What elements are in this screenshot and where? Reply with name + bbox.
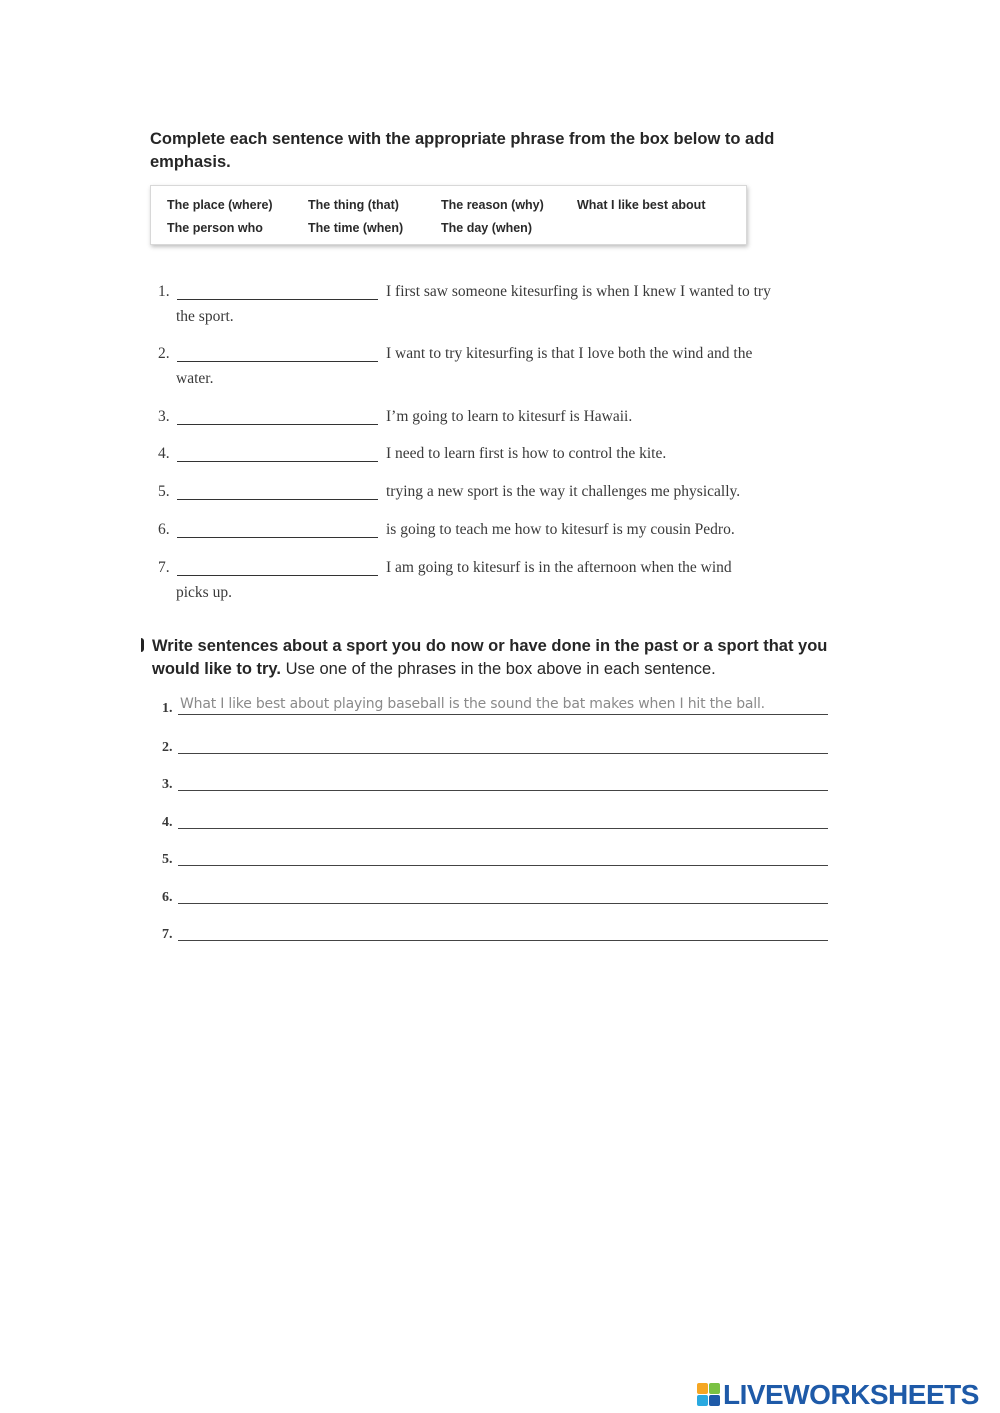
underline (178, 790, 828, 791)
liveworksheets-logo[interactable] (697, 1380, 979, 1410)
sentence-text: is going to teach me how to kitesurf is my cousin Pedro. (386, 521, 735, 538)
item-number: 5. (162, 852, 173, 867)
phrase-option: The person who (167, 221, 263, 235)
item-number: 2. (162, 740, 173, 755)
sentence-text: I’m going to learn to kitesurf is Hawaii. (386, 408, 633, 425)
writing-line[interactable] (160, 767, 830, 791)
item-number: 6. (158, 521, 170, 538)
sentence-text: trying a new sport is the way it challenges me physically. (386, 483, 741, 500)
sentence-text: I need to learn first is how to control the kite. (386, 445, 667, 462)
answer-blank[interactable] (177, 361, 378, 362)
item-number: 5. (158, 483, 170, 500)
item-number: 3. (158, 408, 170, 425)
phrase-option: The time (when) (308, 221, 404, 235)
underline (178, 714, 828, 715)
answer-blank[interactable] (177, 499, 378, 500)
sentence-continuation: the sport. (176, 308, 234, 325)
item-number: 7. (162, 927, 173, 942)
logo-text: LIVEWORKSHEETS (723, 1379, 979, 1410)
writing-line[interactable] (160, 842, 830, 866)
phrase-option: What I like best about (577, 198, 706, 212)
answer-blank[interactable] (177, 537, 378, 538)
sentence-continuation: picks up. (176, 584, 232, 601)
item-number: 4. (158, 445, 170, 462)
liveworksheets-logo-icon (697, 1383, 721, 1407)
writing-line[interactable] (160, 805, 830, 829)
phrase-option: The thing (that) (308, 198, 399, 212)
phrase-option: The reason (why) (441, 198, 544, 212)
writing-line[interactable] (160, 730, 830, 754)
instruction-regular: Use one of the phrases in the box above in each sentence. (285, 660, 716, 678)
sentence-text: I am going to kitesurf is in the afternoon when the wind (386, 559, 732, 576)
exercise-marker-icon (141, 638, 144, 652)
sentence-text: I want to try kitesurfing is that I love both the wind and the (386, 345, 753, 362)
underline (178, 865, 828, 866)
item-number: 3. (162, 777, 173, 792)
item-number: 2. (158, 345, 170, 362)
writing-line[interactable] (160, 880, 830, 904)
underline (178, 753, 828, 754)
exercise2-instruction (152, 635, 832, 681)
underline (178, 903, 828, 904)
item-number: 4. (162, 815, 173, 830)
answer-blank[interactable] (177, 299, 378, 300)
sentence-continuation: water. (176, 370, 214, 387)
example-answer[interactable]: What I like best about playing baseball is the sound the bat makes when I hit the ball. (180, 696, 765, 712)
writing-line[interactable] (160, 917, 830, 941)
exercise1-instruction: Complete each sentence with the appropriate phrase from the box below to add emphasis. (150, 130, 775, 171)
item-number: 1. (162, 701, 173, 716)
item-number: 1. (158, 283, 170, 300)
answer-blank[interactable] (177, 461, 378, 462)
instruction-bold: Write sentences about a sport you do now or have done in the past or a sport that you would like to try. (152, 637, 828, 678)
phrase-option: The day (when) (441, 221, 532, 235)
phrase-box (150, 185, 747, 245)
item-number: 6. (162, 890, 173, 905)
answer-blank[interactable] (177, 575, 378, 576)
underline (178, 828, 828, 829)
item-number: 7. (158, 559, 170, 576)
writing-line[interactable] (160, 691, 830, 715)
phrase-option: The place (where) (167, 198, 273, 212)
sentence-text: I first saw someone kitesurfing is when I knew I wanted to try (386, 283, 771, 300)
underline (178, 940, 828, 941)
answer-blank[interactable] (177, 424, 378, 425)
